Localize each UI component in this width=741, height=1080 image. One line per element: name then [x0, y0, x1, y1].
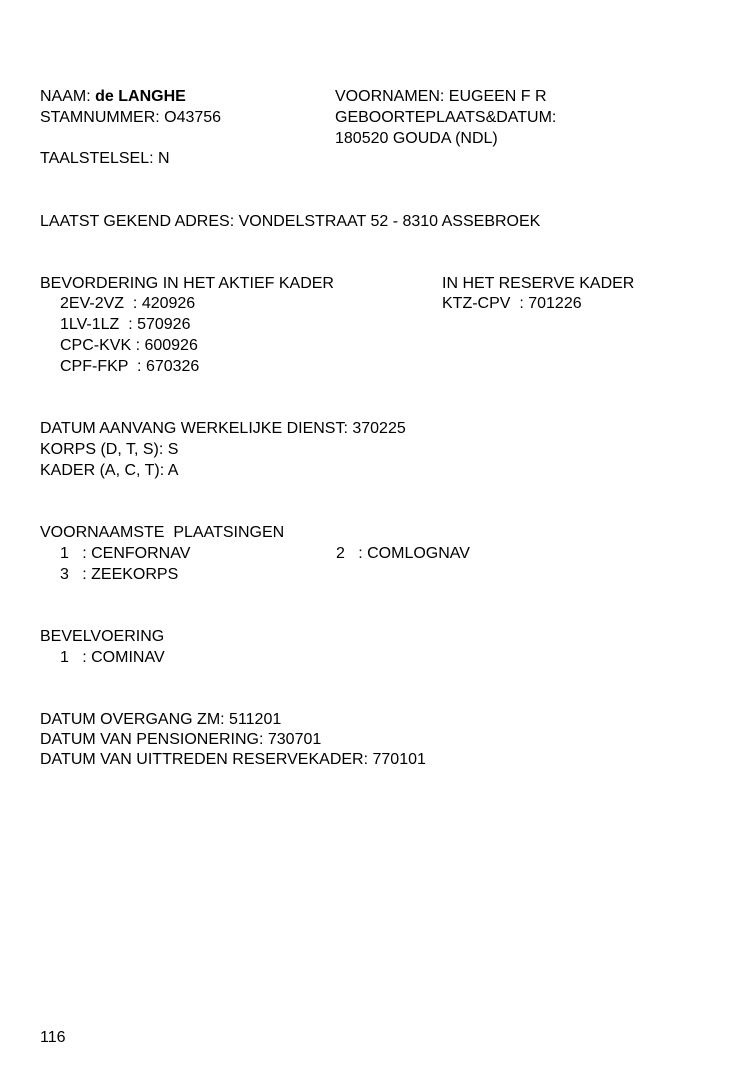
reserve-title: IN HET RESERVE KADER	[442, 275, 635, 292]
aktief-item: CPF-FKP : 670326	[60, 358, 200, 375]
plaatsing-item: 1 : CENFORNAV	[60, 545, 191, 562]
uittreden-line: DATUM VAN UITTREDEN RESERVEKADER: 770101	[40, 751, 426, 768]
bevelvoering-item: 1 : COMINAV	[60, 649, 165, 666]
naam-label: NAAM:	[40, 88, 96, 105]
voornamen-line: VOORNAMEN: EUGEEN F R	[335, 88, 547, 105]
aktief-item: 2EV-2VZ : 420926	[60, 295, 196, 312]
adres-line: LAATST GEKEND ADRES: VONDELSTRAAT 52 - 8310 ASSEBROEK	[40, 213, 541, 230]
geboorte-label: GEBOORTEPLAATS&DATUM:	[335, 109, 557, 126]
korps-line: KORPS (D, T, S): S	[40, 441, 179, 458]
aktief-item: CPC-KVK : 600926	[60, 337, 198, 354]
bevelvoering-title: BEVELVOERING	[40, 628, 165, 645]
aktief-item: 1LV-1LZ : 570926	[60, 316, 191, 333]
plaatsing-item: 2 : COMLOGNAV	[336, 545, 470, 562]
naam-line	[40, 86, 186, 107]
pensionering-line: DATUM VAN PENSIONERING: 730701	[40, 731, 322, 748]
geboorte-value: 180520 GOUDA (NDL)	[335, 130, 498, 147]
plaatsing-item: 3 : ZEEKORPS	[60, 566, 179, 583]
plaatsingen-title: VOORNAAMSTE PLAATSINGEN	[40, 524, 285, 541]
naam-value: de LANGHE	[95, 88, 186, 105]
page-number: 116	[40, 1029, 66, 1046]
kader-line: KADER (A, C, T): A	[40, 462, 179, 479]
stamnummer-line: STAMNUMMER: O43756	[40, 109, 222, 126]
taalstelsel-line: TAALSTELSEL: N	[40, 150, 170, 167]
overgang-line: DATUM OVERGANG ZM: 511201	[40, 711, 282, 728]
aanvang-line: DATUM AANVANG WERKELIJKE DIENST: 370225	[40, 420, 406, 437]
aktief-title: BEVORDERING IN HET AKTIEF KADER	[40, 275, 334, 292]
reserve-item: KTZ-CPV : 701226	[442, 295, 582, 312]
